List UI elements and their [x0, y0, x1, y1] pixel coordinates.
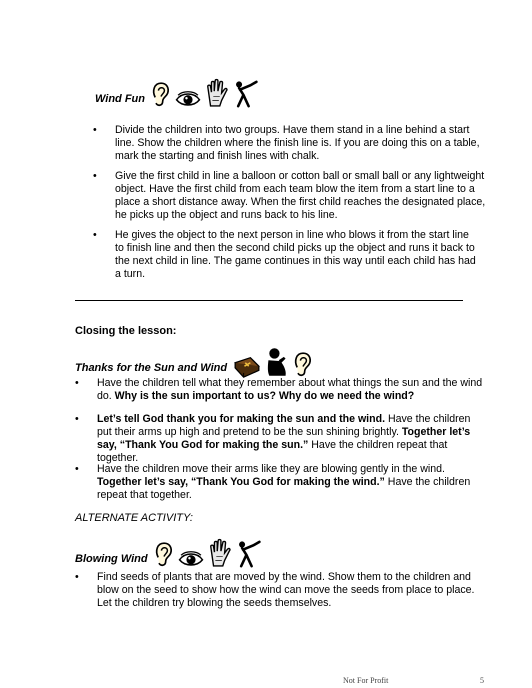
list-item-text: Give the first child in line a balloon or cotton ball or small ball or any lightweight object. Have the first child from each team blow the item from a start line to a place a short distance away. When the first child reaches the designated place, he picks up the object and runs back to his line.	[115, 170, 486, 221]
section-title: Blowing Wind	[75, 553, 148, 565]
list-item-emphasis: Together let’s say, “Thank You God for making the wind.”	[97, 476, 385, 488]
bullet-icon: •	[93, 124, 97, 136]
hand-icon	[205, 78, 229, 108]
bullet-icon: •	[75, 413, 79, 425]
list-item	[75, 413, 485, 465]
stretching-figure-icon	[236, 540, 262, 568]
list-item-emphasis: Let’s tell God thank you for making the sun and the wind.	[97, 413, 386, 425]
divider	[75, 300, 463, 301]
section-blowing-wind	[75, 538, 262, 568]
ear-icon	[151, 80, 171, 108]
section-wind-fun	[95, 78, 259, 108]
eye-icon	[178, 550, 204, 568]
section-title: Wind Fun	[95, 93, 145, 105]
list-item	[93, 124, 480, 163]
praying-child-icon	[265, 346, 289, 378]
page-number: 5	[480, 676, 484, 685]
section-title: Thanks for the Sun and Wind	[75, 362, 228, 374]
list-item-text: Have the children repeat that together.	[97, 476, 471, 501]
eye-icon	[175, 90, 201, 108]
stretching-figure-icon	[233, 80, 259, 108]
bullet-icon: •	[93, 170, 97, 182]
activity-icons	[151, 78, 259, 108]
list-item-question: Why is the sun important to us? Why do we need the wind?	[114, 390, 415, 402]
bullet-icon: •	[75, 377, 79, 389]
list-item	[75, 571, 487, 610]
list-item-text: Have the children tell what they remember about what things the sun and the wind do.	[97, 377, 483, 402]
list-item-text: Have the children repeat that together.	[97, 439, 448, 464]
bullet-icon: •	[75, 463, 79, 475]
alternate-activity-label: ALTERNATE ACTIVITY:	[75, 512, 193, 524]
section-thanks	[75, 346, 313, 378]
footer-note: Not For Profit	[343, 676, 389, 685]
activity-icons	[154, 538, 262, 568]
list-item-text: Find seeds of plants that are moved by the wind. Show them to the children and blow on the seed to show how the wind can move the seeds from place to place. Let the children try blowing the seeds themselves.	[97, 571, 475, 609]
bible-icon	[233, 356, 261, 378]
bullet-icon: •	[75, 571, 79, 583]
hand-icon	[208, 538, 232, 568]
list-item-text: Divide the children into two groups. Have them stand in a line behind a start line. Show the children where the finish line is. If you are doing this on a table, mark the starting and finish lines with chalk.	[115, 124, 480, 162]
list-item-text: Have the children put their arms up high and pretend to be the sun shining brightly.	[97, 413, 471, 438]
list-item	[75, 377, 487, 403]
list-item	[93, 229, 480, 281]
ear-icon	[154, 540, 174, 568]
ear-icon	[293, 350, 313, 378]
bullet-icon: •	[93, 229, 97, 241]
section-heading: Closing the lesson:	[75, 325, 177, 337]
list-item-emphasis: Together let’s say, “Thank You God for making the sun.”	[97, 426, 471, 451]
list-item	[93, 170, 487, 222]
list-item	[75, 463, 485, 502]
list-item-text: He gives the object to the next person in line who blows it from the start line to finish line and then the second child picks up the object and runs it back to the next child in line. The game continues in this way until each child has had a turn.	[115, 229, 476, 280]
list-item-text: Have the children move their arms like they are blowing gently in the wind.	[97, 463, 446, 475]
activity-icons	[233, 346, 313, 378]
